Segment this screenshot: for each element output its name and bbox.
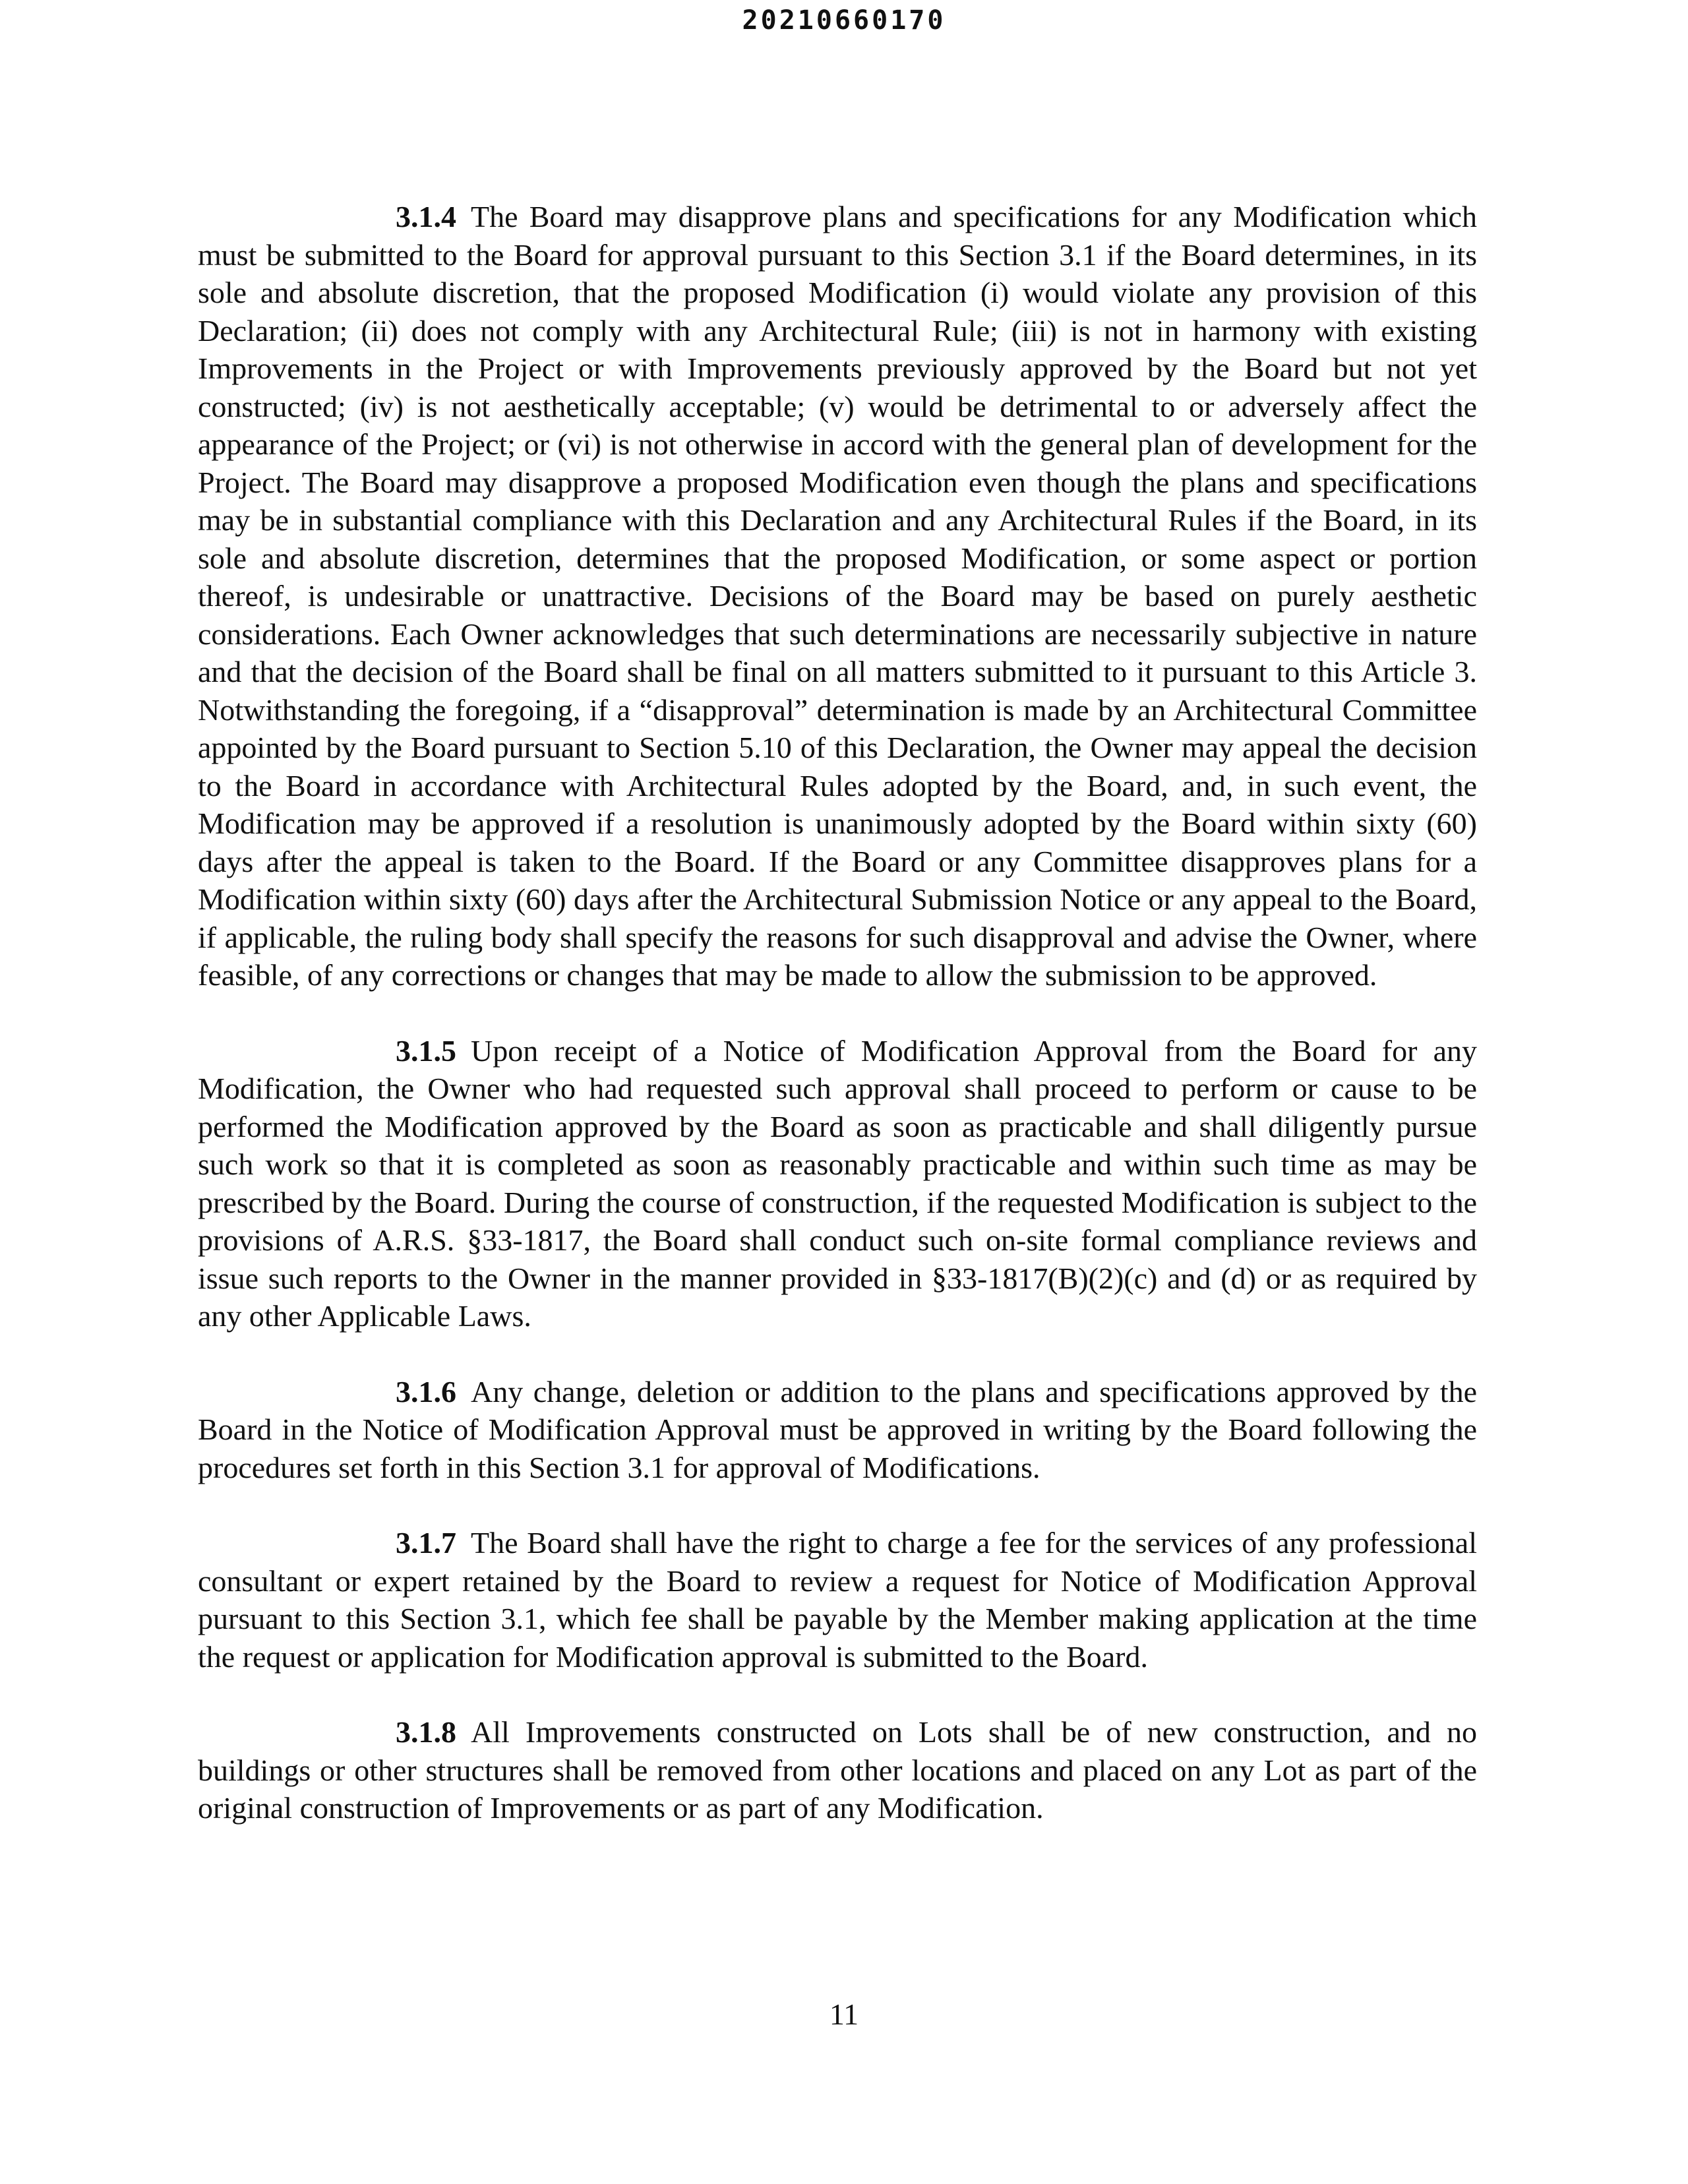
section-number: 3.1.8 <box>396 1715 456 1749</box>
section-3-1-5 <box>198 1032 1477 1335</box>
section-3-1-8 <box>198 1713 1477 1827</box>
section-text: The Board shall have the right to charge a fee for the services of any professional consultant or expert retained by the Board to review a request for Notice of Modification Approval pursuant to this Section 3.1, which fee shall be payable by the Member making application at the time the request or application for Modification approval is submitted to the Board. <box>198 1526 1477 1674</box>
page-number: 11 <box>829 1997 859 2031</box>
section-3-1-6 <box>198 1373 1477 1487</box>
section-text: All Improvements constructed on Lots shall be of new construction, and no buildings or other structures shall be removed from other locations and placed on any Lot as part of the original construction of Improvements or as part of any Modification. <box>198 1715 1477 1825</box>
section-text: The Board may disapprove plans and specifications for any Modification which must be submitted to the Board for approval pursuant to this Section 3.1 if the Board determines, in its sole and absolute discretion, that the proposed Modification (i) would violate any provision of this Declaration; (ii) does not comply with any Architectural Rule; (iii) is not in harmony with existing Improvements in the Project or with Improvements previously approved by the Board but not yet constructed; (iv) is not aesthetically acceptable; (v) would be detrimental to or adversely affect the appearance of the Project; or (vi) is not otherwise in accord with the general plan of development for the Project. The Board may disapprove a proposed Modification even though the plans and specifications may be in substantial compliance with this Declaration and any Architectural Rules if the Board, in its sole and absolute discretion, determines that the proposed Modification, or some aspect or portion thereof, is undesirable or unattractive. Decisions of the Board may be based on purely aesthetic considerations. Each Owner acknowledges that such determinations are necessarily subjective in nature and that the decision of the Board shall be final on all matters submitted to it pursuant to this Article 3. Notwithstanding the foregoing, if a “disapproval” determination is made by an Architectural Committee appointed by the Board pursuant to Section 5.10 of this Declaration, the Owner may appeal the decision to the Board in accordance with Architectural Rules adopted by the Board, and, in such event, the Modification may be approved if a resolution is unanimously adopted by the Board within sixty (60) days after the appeal is taken to the Board. If the Board or any Committee disapproves plans for a Modification within sixty (60) days after the Architectural Submission Notice or any appeal to the Board, if applicable, the ruling body shall specify the reasons for such disapproval and advise the Owner, where feasible, of any corrections or changes that may be made to allow the submission to be approved. <box>198 200 1477 992</box>
section-number: 3.1.5 <box>396 1033 456 1068</box>
section-3-1-7 <box>198 1524 1477 1676</box>
document-body <box>198 198 1477 1865</box>
section-number: 3.1.7 <box>396 1526 456 1560</box>
section-text: Upon receipt of a Notice of Modification Approval from the Board for any Modification, the Owner who had requested such approval shall proceed to perform or cause to be performed the Modification approved by the Board as soon as practicable and shall diligently pursue such work so that it is completed as soon as reasonably practicable and within such time as may be prescribed by the Board. During the course of construction, if the requested Modification is subject to the provisions of A.R.S. §33-1817, the Board shall conduct such on-site formal compliance reviews and issue such reports to the Owner in the manner provided in §33-1817(B)(2)(c) and (d) or as required by any other Applicable Laws. <box>198 1033 1477 1333</box>
section-number: 3.1.6 <box>396 1374 456 1409</box>
section-text: Any change, deletion or addition to the plans and specifications approved by the Board in the Notice of Modification Approval must be approved in writing by the Board following the procedures set forth in this Section 3.1 for approval of Modifications. <box>198 1374 1477 1484</box>
section-number: 3.1.4 <box>396 200 456 233</box>
document-number: 20210660170 <box>742 5 946 36</box>
section-3-1-4 <box>198 198 1477 994</box>
